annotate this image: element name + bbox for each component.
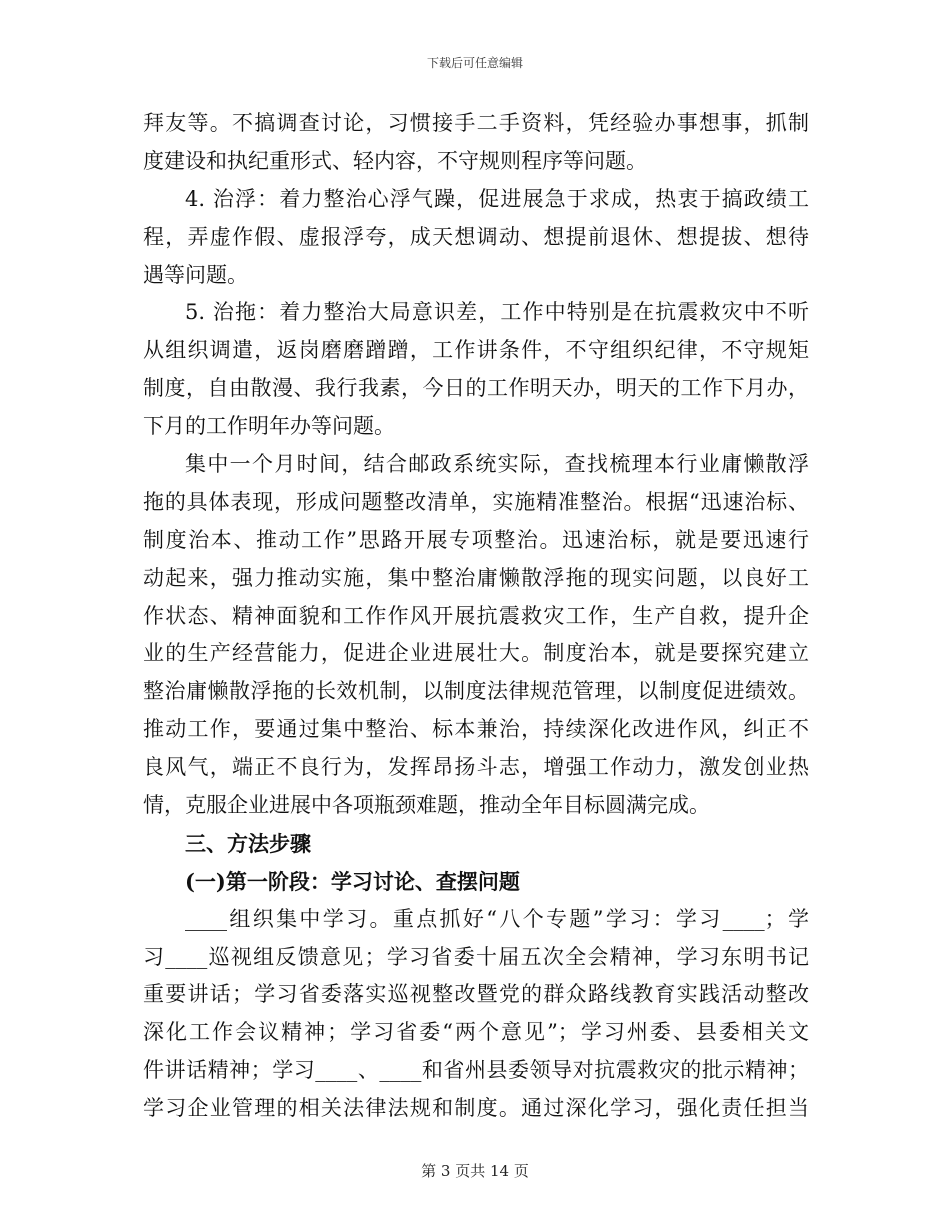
paragraph-line: 4. 治浮：着力整治心浮气躁，促进展急于求成，热衷于搞政绩工 (185, 186, 809, 211)
page-header: 下载后可任意编辑 (426, 56, 523, 70)
paragraph-line: 制度治本、推动工作”思路开展专项整治。迅速治标，就是要迅速行 (143, 527, 809, 552)
section-heading: 三、方法步骤 (185, 830, 311, 856)
paragraph-line: 件讲话精神；学习____、____和省州县委领导对抗震救灾的批示精神； (143, 1058, 809, 1083)
paragraph-line: 制度，自由散漫、我行我素，今日的工作明天办，明天的工作下月办， (143, 376, 809, 401)
paragraph-line: 深化工作会议精神；学习省委“两个意见”；学习州委、县委相关文 (143, 1020, 809, 1045)
paragraph-line: 推动工作，要通过集中整治、标本兼治，持续深化改进作风，纠正不 (143, 717, 809, 742)
paragraph-line: 拜友等。不搞调查讨论，习惯接手二手资料，凭经验办事想事，抓制 (143, 111, 809, 135)
paragraph-line: 程，弄虚作假、虚报浮夸，成天想调动、想提前退休、想提拔、想待 (143, 224, 809, 249)
paragraph-line: 遇等问题。 (143, 262, 248, 287)
page-footer: 第 3 页共 14 页 (421, 1162, 529, 1180)
paragraph-line: 学习企业管理的相关法律法规和制度。通过深化学习，强化责任担当 (143, 1096, 809, 1121)
paragraph-line: 习____巡视组反馈意见；学习省委十届五次全会精神，学习东明书记 (143, 944, 809, 969)
paragraph-line: 情，克服企业进展中各项瓶颈难题，推动全年目标圆满完成。 (143, 793, 710, 818)
paragraph-line: 拖的具体表现，形成问题整改清单，实施精准整治。根据“迅速治标、 (143, 489, 809, 514)
paragraph-line: 度建设和执纪重形式、轻内容，不守规则程序等问题。 (143, 148, 647, 173)
paragraph-line: 良风气，端正不良行为，发挥昂扬斗志，增强工作动力，激发创业热 (143, 755, 809, 780)
paragraph-line: 从组织调遣，返岗磨磨蹭蹭，工作讲条件，不守组织纪律，不守规矩 (143, 338, 809, 363)
paragraph-line: 动起来，强力推动实施，集中整治庸懒散浮拖的现实问题，以良好工 (143, 565, 809, 590)
paragraph-line: 集中一个月时间，结合邮政系统实际，查找梳理本行业庸懒散浮 (185, 452, 809, 477)
paragraph-line: 作状态、精神面貌和工作作风开展抗震救灾工作，生产自救，提升企 (143, 603, 809, 628)
paragraph-line: 整治庸懒散浮拖的长效机制，以制度法律规范管理，以制度促进绩效。 (143, 679, 809, 704)
paragraph-line: 业的生产经营能力，促进企业进展壮大。制度治本，就是要探究建立 (143, 641, 809, 666)
paragraph-line: ____组织集中学习。重点抓好“八个专题”学习：学习____；学 (185, 906, 809, 931)
paragraph-line: 5. 治拖：着力整治大局意识差，工作中特别是在抗震救灾中不听 (185, 300, 809, 325)
paragraph-line: 重要讲话；学习省委落实巡视整改暨党的群众路线教育实践活动整改 (143, 982, 809, 1007)
paragraph-line: 下月的工作明年办等问题。 (143, 414, 395, 439)
document-body (143, 105, 809, 1128)
section-heading: (一)第一阶段：学习讨论、查摆问题 (185, 868, 520, 894)
